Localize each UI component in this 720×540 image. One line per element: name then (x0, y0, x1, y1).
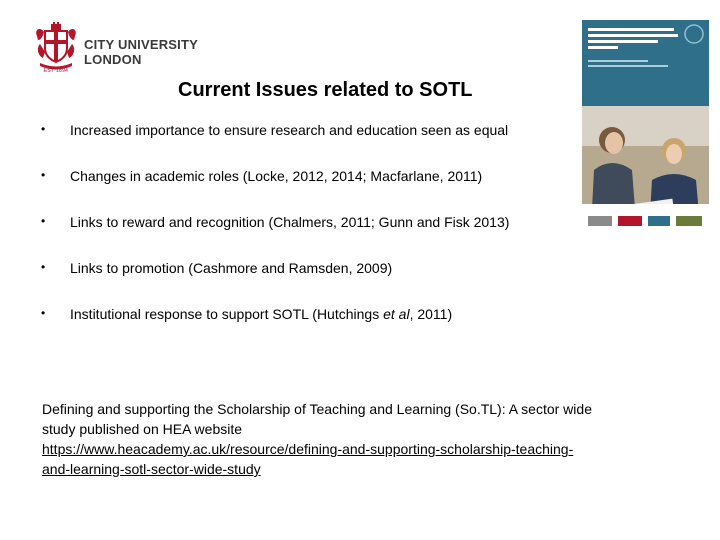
bullet-text-end: , 2011) (409, 306, 453, 322)
university-name (84, 37, 198, 67)
bullet-icon: • (41, 260, 46, 274)
hea-study-link[interactable] (42, 439, 682, 479)
reference-text-line2: study published on HEA website (42, 421, 243, 437)
bullet-text: Links to reward and recognition (Chalmers, 2011; Gunn and Fisk 2013) (70, 214, 510, 230)
bullet-text: Changes in academic roles (Locke, 2012, 2014; Macfarlane, 2011) (70, 168, 483, 184)
reference-text-line1: Defining and supporting the Scholarship of Teaching and Learning (So.TL): A sector wide (42, 401, 592, 417)
bullet-text-start: Institutional response to support SOTL (Hutchings (70, 306, 384, 322)
established-year: EST 1894 (43, 68, 69, 74)
bullet-text-italic: et al (383, 306, 410, 322)
reference-block (42, 399, 682, 479)
university-name-line1: CITY UNIVERSITY (84, 37, 199, 52)
bullet-text (70, 306, 452, 322)
city-university-logo (34, 22, 234, 80)
link-line2[interactable]: and-learning-sotl-sector-wide-study (42, 461, 261, 477)
bullet-icon: • (41, 122, 46, 136)
report-cover-illustration (582, 20, 709, 248)
bullet-icon: • (41, 214, 46, 228)
university-name-line2: LONDON (84, 52, 142, 67)
slide-title: Current Issues related to SOTL (178, 79, 473, 101)
bullet-icon: • (41, 306, 46, 320)
bullet-icon: • (41, 168, 46, 182)
bullet-text: Increased importance to ensure research and education seen as equal (70, 122, 509, 138)
link-line1[interactable]: https://www.heacademy.ac.uk/resource/defining-and-supporting-scholarship-teaching- (42, 441, 574, 457)
bullet-text: Links to promotion (Cashmore and Ramsden, 2009) (70, 260, 393, 276)
report-cover-image (582, 20, 709, 248)
